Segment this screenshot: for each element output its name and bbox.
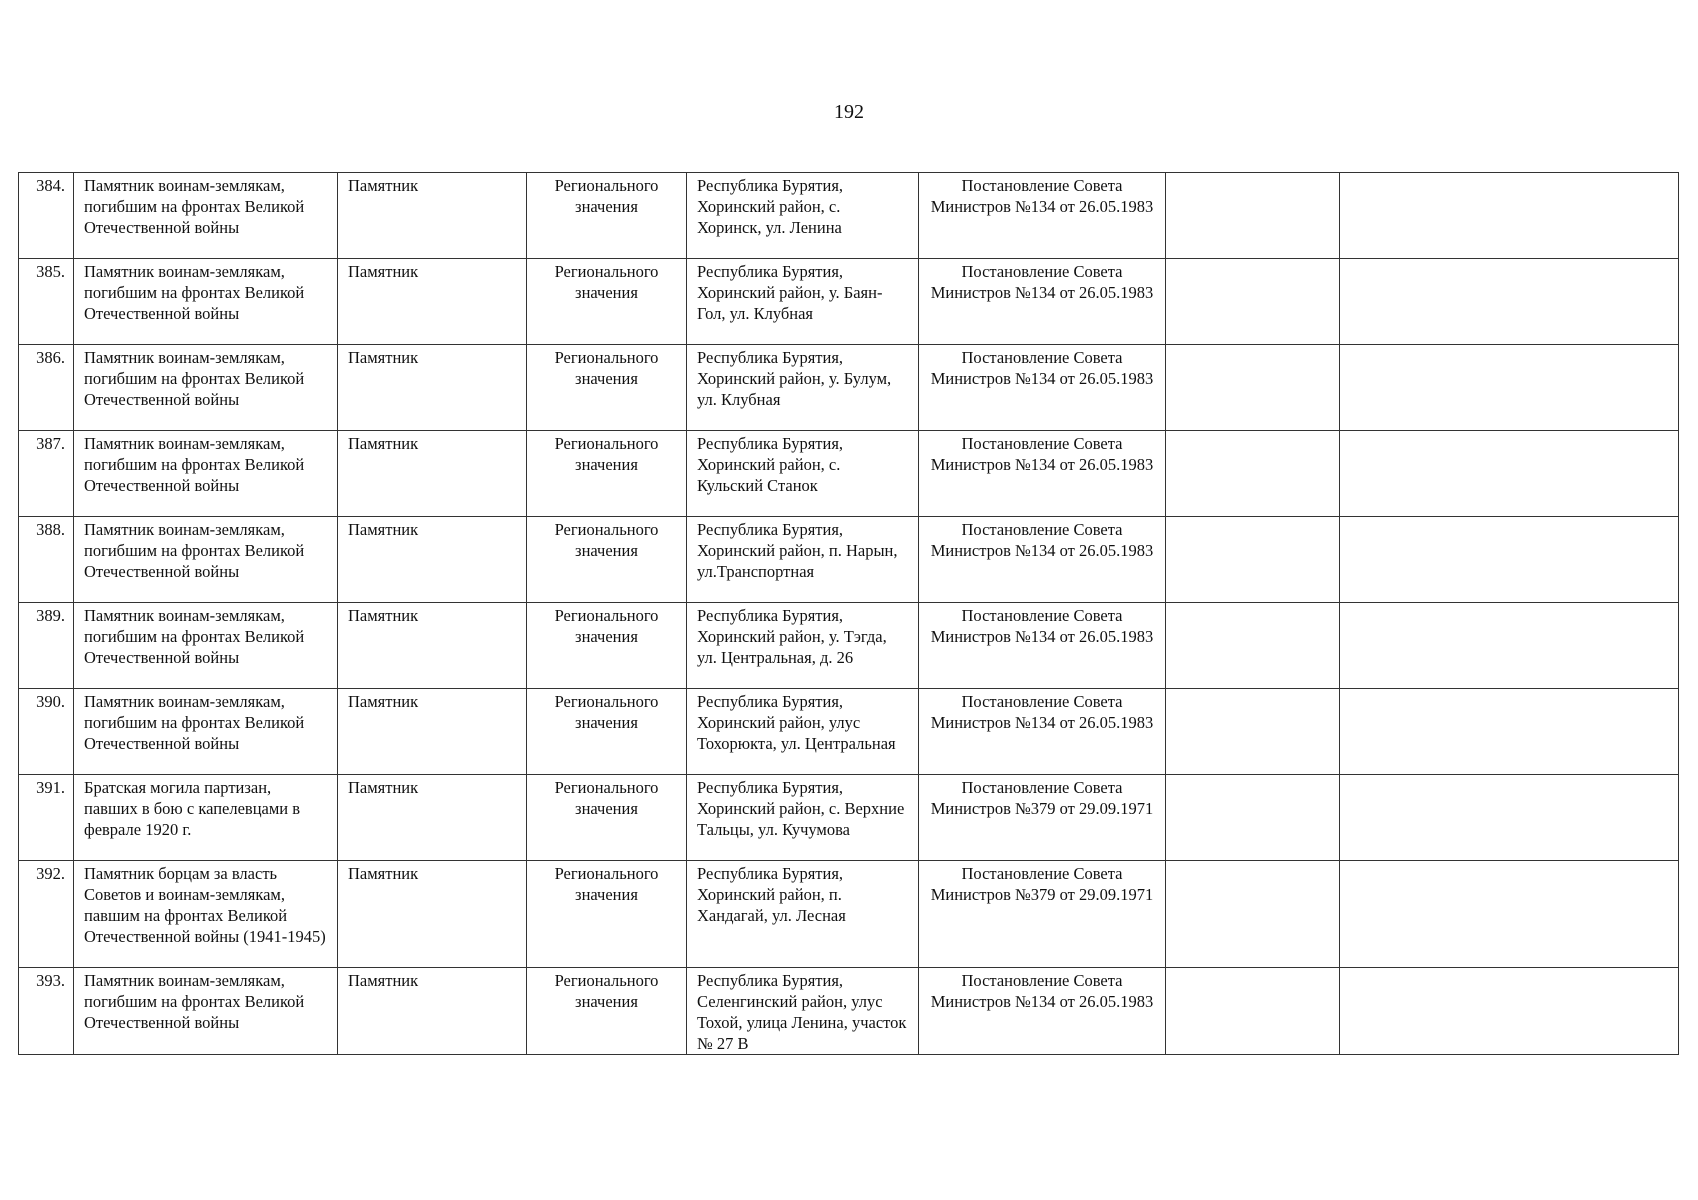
object-address: Республика Бурятия, Хоринский район, улус Тохорюкта, ул. Центральная [687, 689, 919, 775]
legal-document: Постановление Совета Министров №379 от 29.09.1971 [919, 861, 1166, 968]
object-name: Памятник воинам-землякам, погибшим на фронтах Великой Отечественной войны [74, 603, 338, 689]
extra-cell-1 [1166, 861, 1340, 968]
row-number: 392. [19, 861, 74, 968]
extra-cell-1 [1166, 775, 1340, 861]
object-type: Памятник [338, 603, 527, 689]
extra-cell-2 [1340, 173, 1679, 259]
table-row [19, 517, 1679, 603]
object-type: Памятник [338, 861, 527, 968]
object-name: Братская могила партизан, павших в бою с капелевцами в феврале 1920 г. [74, 775, 338, 861]
row-number: 388. [19, 517, 74, 603]
object-significance: Регионального значения [527, 775, 687, 861]
extra-cell-2 [1340, 345, 1679, 431]
object-name: Памятник воинам-землякам, погибшим на фронтах Великой Отечественной войны [74, 431, 338, 517]
monuments-table-body [19, 173, 1679, 1055]
object-type: Памятник [338, 775, 527, 861]
object-address: Республика Бурятия, Хоринский район, у. Тэгда, ул. Центральная, д. 26 [687, 603, 919, 689]
object-name: Памятник воинам-землякам, погибшим на фронтах Великой Отечественной войны [74, 345, 338, 431]
object-name: Памятник воинам-землякам, погибшим на фронтах Великой Отечественной войны [74, 259, 338, 345]
extra-cell-1 [1166, 968, 1340, 1055]
table-row [19, 603, 1679, 689]
extra-cell-2 [1340, 431, 1679, 517]
legal-document: Постановление Совета Министров №379 от 29.09.1971 [919, 775, 1166, 861]
object-address: Республика Бурятия, Хоринский район, с. Верхние Тальцы, ул. Кучумова [687, 775, 919, 861]
extra-cell-1 [1166, 603, 1340, 689]
legal-document: Постановление Совета Министров №134 от 26.05.1983 [919, 431, 1166, 517]
table-row [19, 259, 1679, 345]
object-significance: Регионального значения [527, 603, 687, 689]
object-significance: Регионального значения [527, 173, 687, 259]
row-number: 385. [19, 259, 74, 345]
object-significance: Регионального значения [527, 345, 687, 431]
object-address: Республика Бурятия, Селенгинский район, улус Тохой, улица Ленина, участок № 27 В [687, 968, 919, 1055]
legal-document: Постановление Совета Министров №134 от 26.05.1983 [919, 689, 1166, 775]
object-name: Памятник воинам-землякам, погибшим на фронтах Великой Отечественной войны [74, 173, 338, 259]
object-address: Республика Бурятия, Хоринский район, п. Нарын, ул.Транспортная [687, 517, 919, 603]
extra-cell-2 [1340, 517, 1679, 603]
extra-cell-2 [1340, 689, 1679, 775]
table-row [19, 775, 1679, 861]
table-row [19, 968, 1679, 1055]
extra-cell-2 [1340, 861, 1679, 968]
extra-cell-1 [1166, 431, 1340, 517]
table-row [19, 345, 1679, 431]
object-name: Памятник борцам за власть Советов и воинам-землякам, павшим на фронтах Великой Отечественной войны (1941-1945) [74, 861, 338, 968]
extra-cell-2 [1340, 775, 1679, 861]
object-significance: Регионального значения [527, 861, 687, 968]
object-address: Республика Бурятия, Хоринский район, у. Баян-Гол, ул. Клубная [687, 259, 919, 345]
object-significance: Регионального значения [527, 259, 687, 345]
object-significance: Регионального значения [527, 517, 687, 603]
extra-cell-1 [1166, 689, 1340, 775]
extra-cell-2 [1340, 603, 1679, 689]
object-significance: Регионального значения [527, 689, 687, 775]
extra-cell-1 [1166, 517, 1340, 603]
object-type: Памятник [338, 689, 527, 775]
row-number: 393. [19, 968, 74, 1055]
table-row [19, 689, 1679, 775]
object-name: Памятник воинам-землякам, погибшим на фронтах Великой Отечественной войны [74, 517, 338, 603]
object-type: Памятник [338, 173, 527, 259]
legal-document: Постановление Совета Министров №134 от 26.05.1983 [919, 968, 1166, 1055]
object-type: Памятник [338, 259, 527, 345]
legal-document: Постановление Совета Министров №134 от 26.05.1983 [919, 517, 1166, 603]
table-row [19, 861, 1679, 968]
extra-cell-1 [1166, 345, 1340, 431]
legal-document: Постановление Совета Министров №134 от 26.05.1983 [919, 173, 1166, 259]
extra-cell-2 [1340, 259, 1679, 345]
object-type: Памятник [338, 517, 527, 603]
object-type: Памятник [338, 345, 527, 431]
object-type: Памятник [338, 431, 527, 517]
monuments-table [18, 172, 1679, 1055]
object-address: Республика Бурятия, Хоринский район, у. Булум, ул. Клубная [687, 345, 919, 431]
extra-cell-2 [1340, 968, 1679, 1055]
object-name: Памятник воинам-землякам, погибшим на фронтах Великой Отечественной войны [74, 689, 338, 775]
table-row [19, 431, 1679, 517]
legal-document: Постановление Совета Министров №134 от 26.05.1983 [919, 259, 1166, 345]
row-number: 387. [19, 431, 74, 517]
table-row [19, 173, 1679, 259]
object-address: Республика Бурятия, Хоринский район, п. Хандагай, ул. Лесная [687, 861, 919, 968]
object-type: Памятник [338, 968, 527, 1055]
object-significance: Регионального значения [527, 968, 687, 1055]
object-address: Республика Бурятия, Хоринский район, с. Кульский Станок [687, 431, 919, 517]
row-number: 386. [19, 345, 74, 431]
extra-cell-1 [1166, 173, 1340, 259]
object-address: Республика Бурятия, Хоринский район, с. Хоринск, ул. Ленина [687, 173, 919, 259]
object-significance: Регионального значения [527, 431, 687, 517]
row-number: 390. [19, 689, 74, 775]
object-name: Памятник воинам-землякам, погибшим на фронтах Великой Отечественной войны [74, 968, 338, 1055]
legal-document: Постановление Совета Министров №134 от 26.05.1983 [919, 603, 1166, 689]
legal-document: Постановление Совета Министров №134 от 26.05.1983 [919, 345, 1166, 431]
row-number: 389. [19, 603, 74, 689]
extra-cell-1 [1166, 259, 1340, 345]
row-number: 384. [19, 173, 74, 259]
row-number: 391. [19, 775, 74, 861]
page-number: 192 [834, 101, 864, 123]
